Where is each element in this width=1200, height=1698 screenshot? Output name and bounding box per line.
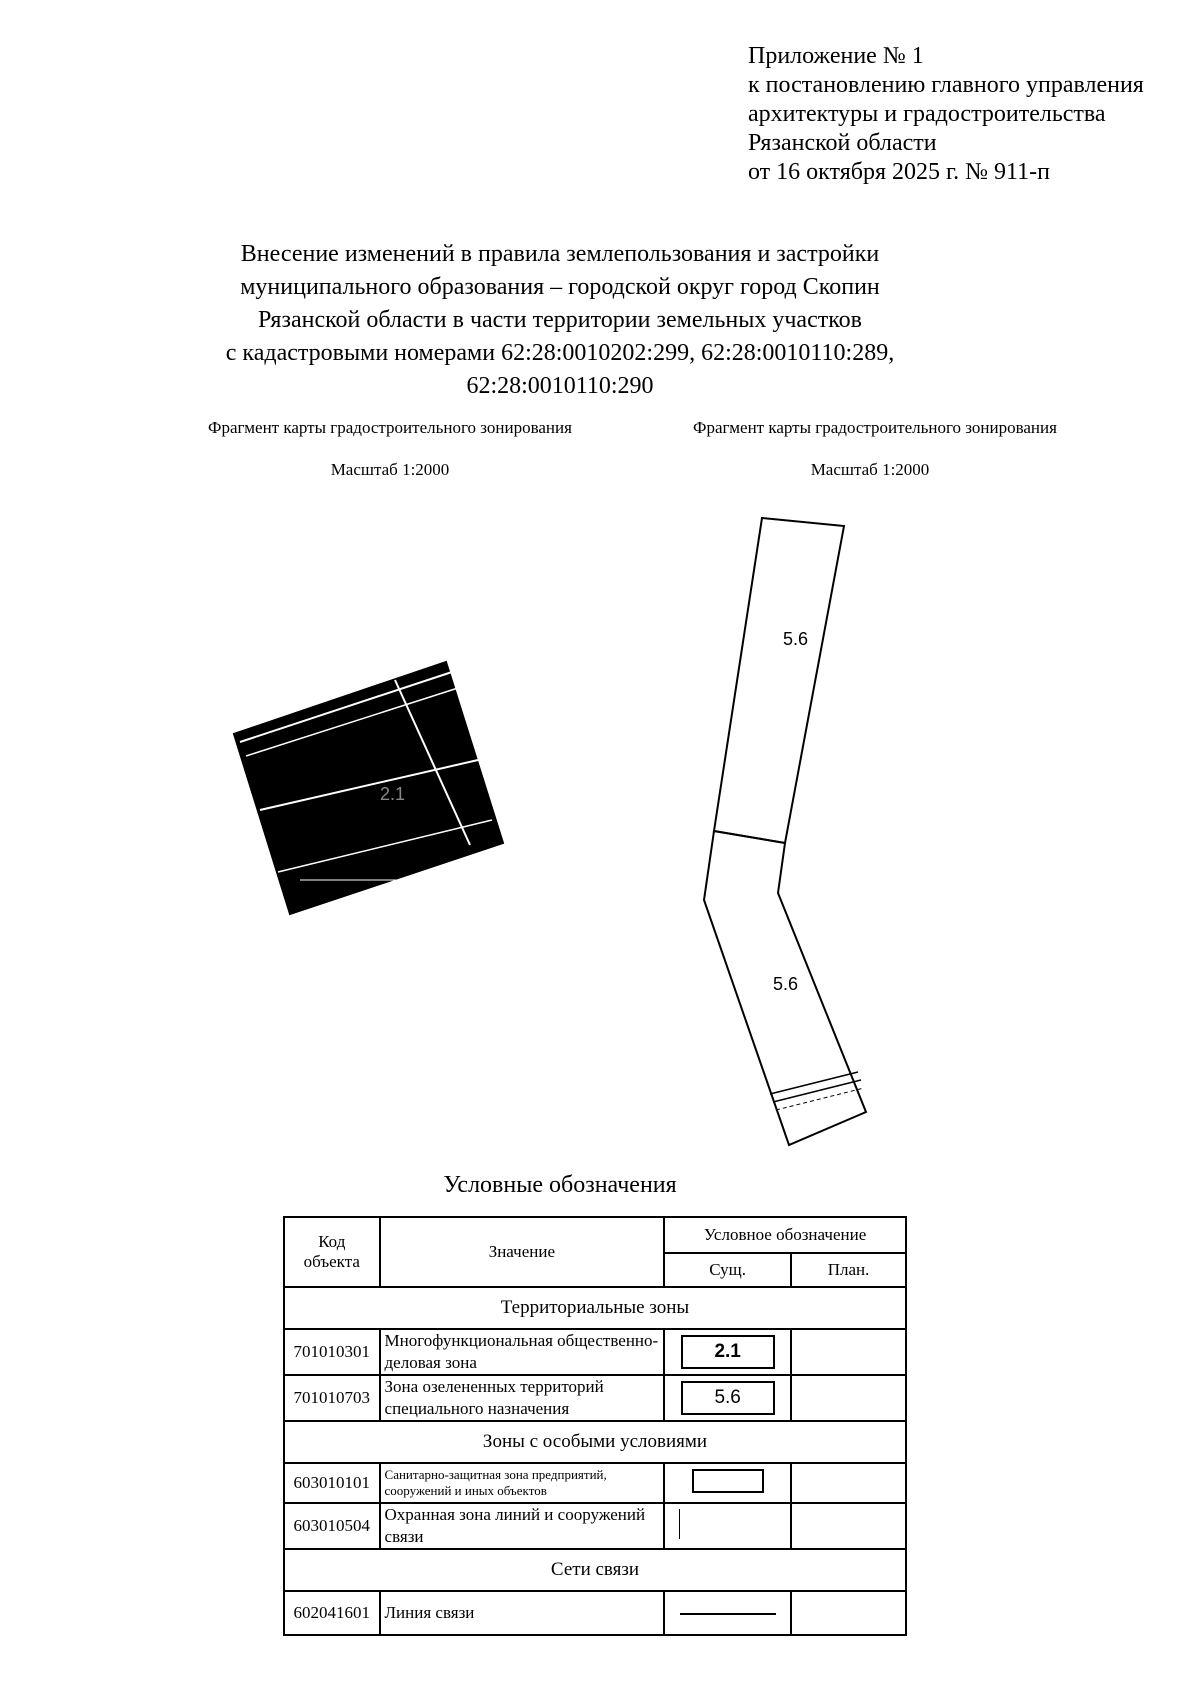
section-comm: Сети связи (284, 1549, 906, 1591)
parcel-label: 2.1 (380, 784, 406, 804)
section-territorial: Территориальные зоны (284, 1287, 906, 1329)
title-line: Внесение изменений в правила землепользования и застройки (240, 241, 880, 267)
zone-5-6-upper (714, 518, 844, 843)
legend-row (284, 1329, 906, 1375)
section-special: Зоны с особыми условиями (284, 1421, 906, 1463)
legend-title: Условные обозначения (443, 1172, 677, 1198)
sanitary-zone-line (770, 1072, 858, 1094)
appendix-line: Рязанской области (748, 130, 937, 156)
appendix-line: Приложение № 1 (748, 43, 924, 69)
title-line: муниципального образования – городской округ город Скопин (240, 274, 880, 300)
legend-row (284, 1463, 906, 1503)
header-meaning: Значение (380, 1217, 665, 1287)
planned-cell (791, 1375, 906, 1421)
row-code: 602041601 (284, 1591, 380, 1635)
appendix-line: к постановлению главного управления (748, 72, 1144, 98)
planned-cell (791, 1329, 906, 1375)
row-meaning: Зона озелененных территорий специального назначения (380, 1375, 665, 1421)
right-map (704, 518, 866, 1145)
comm-line-symbol (680, 1613, 776, 1615)
right-map-caption: Фрагмент карты градостроительного зонирования (693, 418, 1057, 437)
header-planned: План. (791, 1253, 906, 1287)
legend-row (284, 1503, 906, 1549)
appendix-line: архитектуры и градостроительства (748, 101, 1106, 127)
zone-label: 5.6 (773, 974, 799, 994)
right-map-scale: Масштаб 1:2000 (810, 460, 930, 479)
left-map-scale: Масштаб 1:2000 (330, 460, 450, 479)
planned-cell (791, 1463, 906, 1503)
row-meaning: Санитарно-защитная зона предприятий, сооружений и иных объектов (380, 1463, 665, 1503)
title-line: 62:28:0010110:290 (466, 373, 654, 399)
sanitary-zone-line (773, 1080, 861, 1102)
row-code: 701010301 (284, 1329, 380, 1375)
row-code: 603010101 (284, 1463, 380, 1503)
comm-line (776, 1088, 864, 1110)
row-meaning: Охранная зона линий и сооружений связи (380, 1503, 665, 1549)
row-code: 603010504 (284, 1503, 380, 1549)
header-symbol: Условное обозначение (664, 1217, 906, 1253)
title-line: Рязанской области в части территории земельных участков (258, 307, 862, 333)
left-map (234, 662, 503, 914)
zone-symbol-5-6: 5.6 (681, 1381, 775, 1415)
sanitary-zone-symbol (692, 1469, 764, 1493)
legend-row (284, 1591, 906, 1635)
planned-cell (791, 1503, 906, 1549)
zone-label: 5.6 (783, 629, 809, 649)
zone-symbol-2-1: 2.1 (681, 1335, 775, 1369)
appendix-line: от 16 октября 2025 г. № 911-п (748, 159, 1050, 185)
row-code: 701010703 (284, 1375, 380, 1421)
legend-row (284, 1375, 906, 1421)
left-map-caption: Фрагмент карты градостроительного зонирования (208, 418, 572, 437)
comm-protection-zone-symbol (679, 1509, 680, 1539)
header-existing: Сущ. (664, 1253, 791, 1287)
row-meaning: Многофункциональная общественно-деловая зона (380, 1329, 665, 1375)
planned-cell (791, 1591, 906, 1635)
title-line: с кадастровыми номерами 62:28:0010202:299, 62:28:0010110:289, (225, 340, 895, 366)
header-code: Код объекта (284, 1217, 380, 1287)
legend-table (283, 1216, 907, 1636)
row-meaning: Линия связи (380, 1591, 665, 1635)
